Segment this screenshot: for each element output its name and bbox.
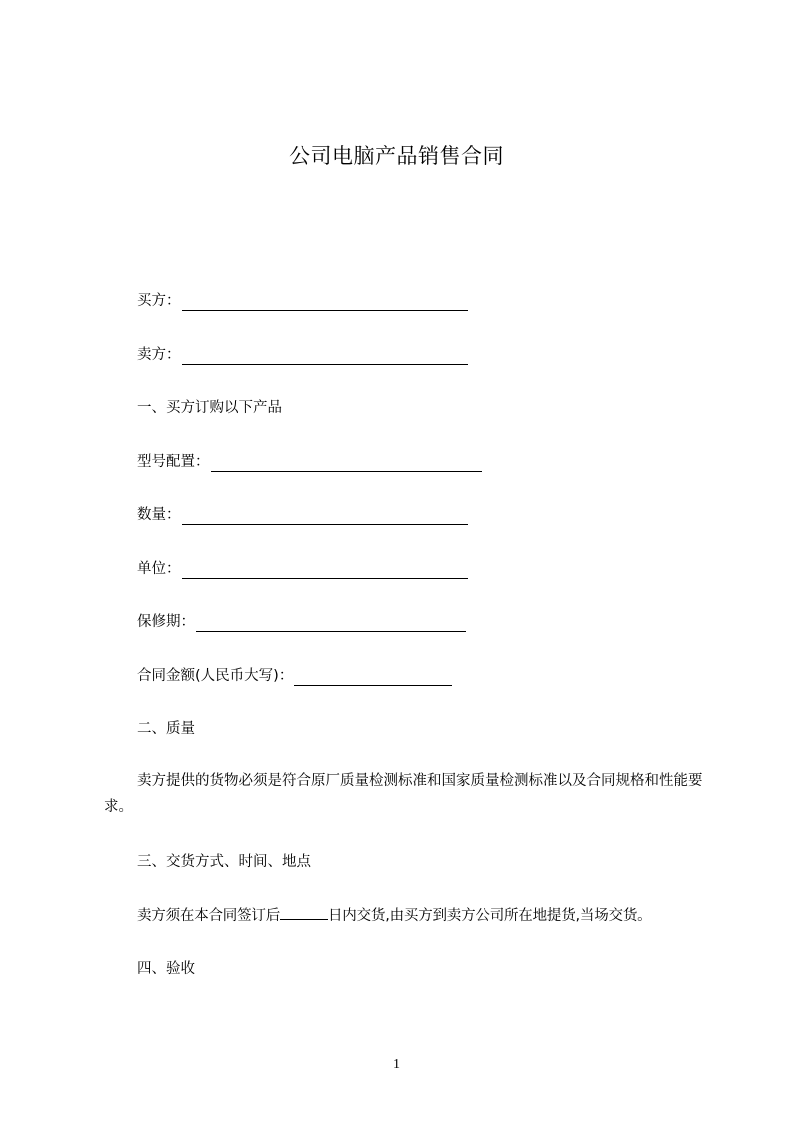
unit-label: 单位： (137, 561, 181, 577)
section-3-text-before: 卖方须在本合同签订后 (137, 908, 280, 924)
section-2-heading: 二、质量 (137, 721, 195, 737)
section-3-text-after: 日内交货,由买方到卖方公司所在地提货,当场交货。 (328, 908, 652, 924)
model-field (137, 452, 482, 472)
quantity-blank[interactable] (182, 509, 468, 525)
buyer-field (137, 291, 468, 311)
delivery-days-blank[interactable] (280, 905, 328, 920)
section-3-heading: 三、交货方式、时间、地点 (137, 854, 311, 870)
warranty-label: 保修期： (137, 614, 195, 630)
seller-label: 卖方： (137, 347, 181, 363)
model-label: 型号配置： (137, 454, 210, 470)
buyer-label: 买方： (137, 293, 181, 309)
section-2-body (104, 768, 704, 820)
section-3-body (137, 905, 651, 926)
quantity-field (137, 505, 468, 525)
warranty-field (137, 612, 466, 632)
amount-label: 合同金额(人民币大写)： (137, 668, 294, 684)
section-1-heading: 一、买方订购以下产品 (137, 400, 282, 416)
seller-blank[interactable] (182, 349, 468, 365)
warranty-blank[interactable] (196, 616, 466, 632)
page-number: 1 (393, 1057, 400, 1072)
unit-field (137, 559, 468, 579)
quantity-label: 数量： (137, 507, 181, 523)
section-2-text: 卖方提供的货物必须是符合原厂质量检测标准和国家质量检测标准以及合同规格和性能要求。 (104, 773, 703, 815)
model-blank[interactable] (211, 456, 482, 472)
section-4-heading: 四、验收 (137, 961, 195, 977)
seller-field (137, 345, 468, 365)
document-title: 公司电脑产品销售合同 (289, 144, 504, 168)
amount-field (137, 666, 452, 686)
amount-blank[interactable] (294, 670, 452, 686)
unit-blank[interactable] (182, 563, 468, 579)
buyer-blank[interactable] (182, 295, 468, 311)
